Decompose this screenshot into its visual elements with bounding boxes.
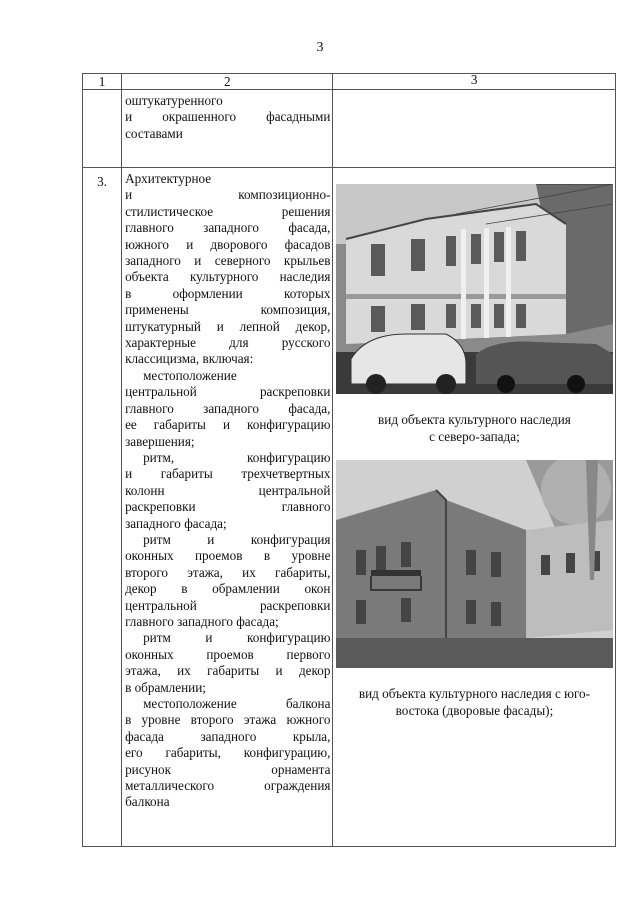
text-line: и окрашенного фасадными [125,109,331,125]
text-line: оконных проемов первого [125,646,331,662]
photo-caption [333,685,615,719]
header-col-3: 3 [333,74,616,90]
text-line: ритм и конфигурацию [143,630,331,646]
text-line: в обрамлении; [125,679,206,695]
table-row [83,90,616,168]
text-line: западного и северного крыльев [125,253,331,269]
caption-line: вид объекта культурного наследия [378,412,571,427]
text-line: местоположение балкона [143,696,331,711]
text-line: Архитектурное [125,171,212,186]
text-line: штукатурный и лепной декор, [125,318,331,334]
text-line: южного и дворового фасадов [125,236,331,252]
caption-line: востока (дворовые фасады); [395,703,554,718]
text-line: ритм и конфигурация [143,531,331,547]
text-line: объекта культурного наследия [125,269,331,285]
table-header-row [83,74,616,90]
text-line: и габариты трехчетвертных [125,466,331,482]
text-line: рисунок орнамента [125,761,331,777]
text-line: и композиционно- [125,187,331,203]
text-line: фасада западного крыла, [125,728,331,744]
row-text-cell [122,90,333,168]
text-line: характерные для русского [125,335,331,351]
text-line: раскреповки главного [125,499,331,515]
row-number [83,90,122,168]
text-line: этажа, их габариты и декор [125,663,331,679]
text-line: декор в обрамлении окон [125,581,331,597]
text-line: балкона [125,794,170,810]
text-line: в уровне второго этажа южного [125,712,331,728]
caption-line: вид объекта культурного наследия с юго- [358,686,591,701]
text-line: завершения; [125,433,195,449]
row-number: 3. [83,168,122,847]
text-line: главного западного фасада, [125,400,331,416]
text-line: составами [125,125,183,141]
text-line: в оформлении которых [125,285,331,301]
heritage-table [82,73,616,847]
text-line: западного фасада; [125,515,227,531]
text-line: главного западного фасада, [125,220,331,236]
text-line: второго этажа, их габариты, [125,564,331,580]
building-photo-southeast [336,460,613,668]
text-line: классицизма, включая: [125,351,254,367]
text-line: оштукатуренного [125,93,223,108]
text-line: ее габариты и конфигурацию [125,417,331,433]
text-line: колонн центральной [125,482,331,498]
text-line: местоположение [143,367,237,383]
text-line: его габариты, конфигурацию, [125,745,331,761]
row-text-cell [122,168,333,847]
text-line: стилистическое решения [125,203,331,219]
text-line: центральной раскреповки [125,384,331,400]
row-image-cell [333,168,616,847]
text-line: оконных проемов в уровне [125,548,331,564]
text-line: центральной раскреповки [125,597,331,613]
header-col-2: 2 [122,74,333,90]
photo-caption [333,411,615,445]
caption-line: с северо-запада; [429,429,520,444]
text-line: применены композиция, [125,302,331,318]
text-line: металлического ограждения [125,778,331,794]
table-row [83,168,616,847]
page-number: 3 [316,40,324,55]
building-photo-northwest [336,184,613,394]
text-line: главного западного фасада; [125,613,279,629]
header-col-1: 1 [83,74,122,90]
row-image-cell [333,90,616,168]
text-line: ритм, конфигурацию [143,449,331,465]
